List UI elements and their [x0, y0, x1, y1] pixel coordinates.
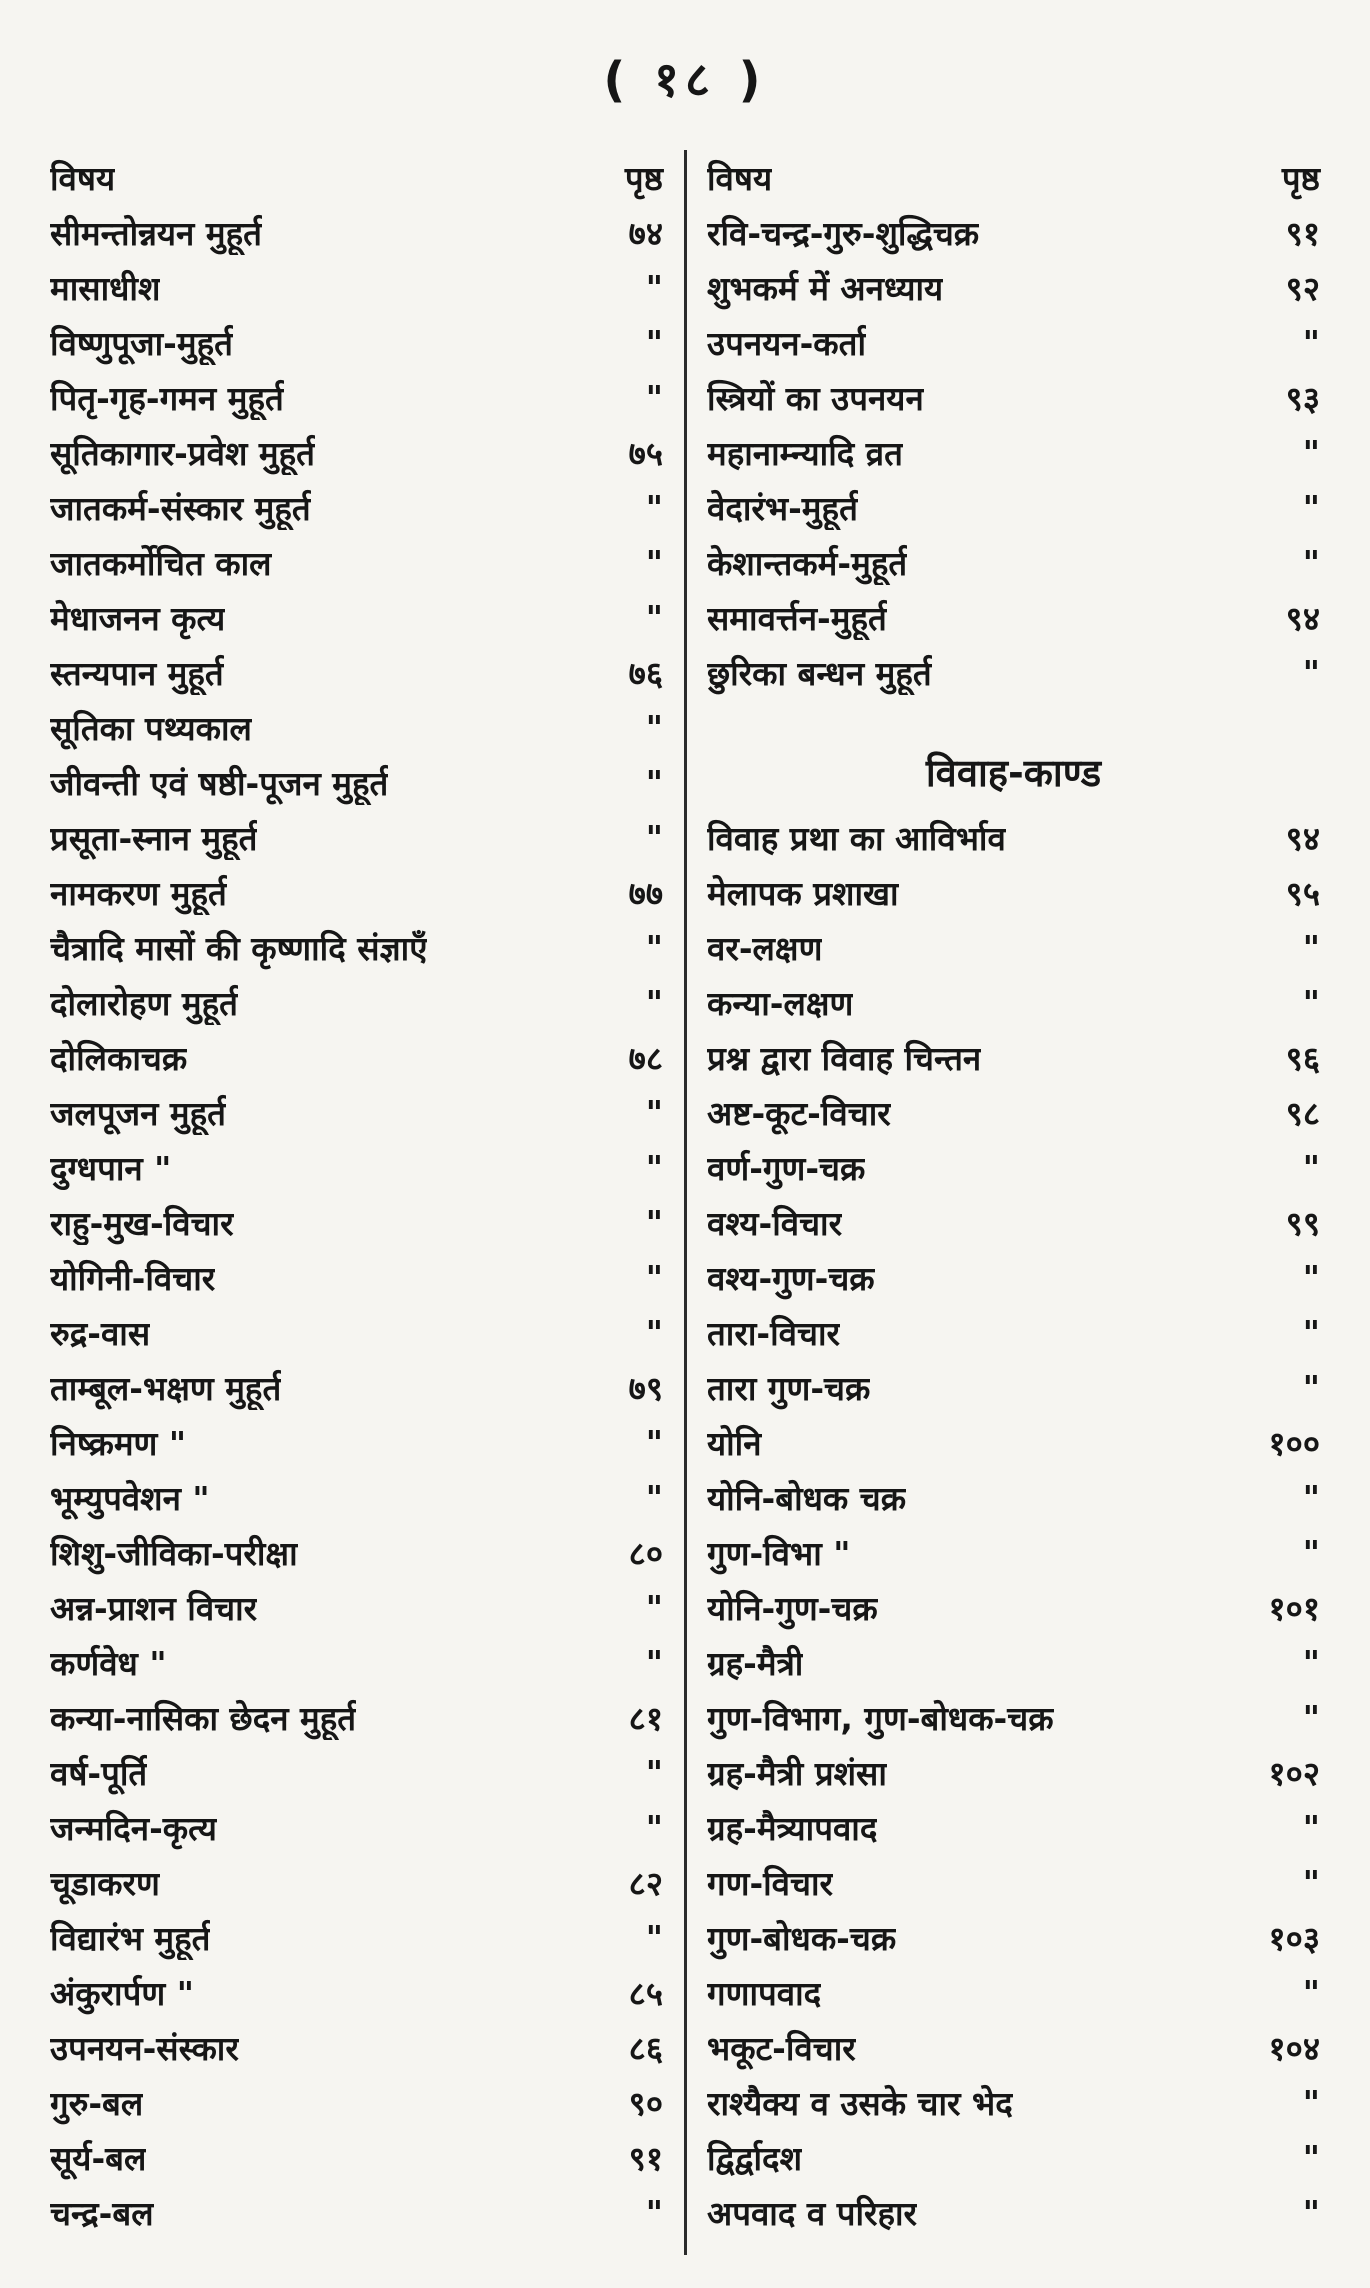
- toc-entry: [50, 425, 663, 480]
- entry-page: ७५: [628, 434, 663, 473]
- entry-page: ": [645, 708, 663, 747]
- entry-title: रवि-चन्द्र-गुरु-शुद्धिचक्र: [707, 214, 980, 253]
- entry-page: ८०: [628, 1534, 663, 1573]
- entry-page: ७७: [628, 874, 663, 913]
- toc-entry: [707, 1470, 1320, 1525]
- entry-page: ९२: [1285, 269, 1320, 308]
- toc-entry: [50, 1855, 663, 1910]
- entry-page: ": [645, 1258, 663, 1297]
- entry-page: ७४: [628, 214, 663, 253]
- entry-title: कर्णवेध ": [50, 1644, 167, 1683]
- section-title: विवाह-काण्ड: [925, 751, 1102, 795]
- entry-page: ": [645, 1203, 663, 1242]
- toc-entry: [50, 865, 663, 920]
- entry-page: ९१: [1285, 214, 1320, 253]
- entry-page: १००: [1268, 1424, 1320, 1463]
- entry-page: ८५: [628, 1974, 663, 2013]
- entry-title: वश्य-विचार: [707, 1204, 843, 1243]
- entry-page: ": [645, 1918, 663, 1957]
- entry-page: १०२: [1268, 1754, 1320, 1793]
- toc-entry: [50, 1470, 663, 1525]
- toc-entry: [50, 1525, 663, 1580]
- entry-page: ": [1302, 2193, 1320, 2232]
- entry-title: राश्यैक्य व उसके चार भेद: [707, 2084, 1013, 2123]
- entry-title: मेधाजनन कृत्य: [50, 599, 226, 638]
- toc-entry: [50, 1690, 663, 1745]
- entry-title: रुद्र-वास: [50, 1314, 151, 1353]
- toc-entry: [50, 205, 663, 260]
- entry-title: भकूट-विचार: [707, 2029, 856, 2068]
- toc-entry: [50, 920, 663, 975]
- entry-page: ": [645, 598, 663, 637]
- entry-page: ": [1302, 1258, 1320, 1297]
- entry-title: कन्या-नासिका छेदन मुहूर्त: [50, 1699, 357, 1738]
- toc-entry: [50, 975, 663, 1030]
- entry-page: १०४: [1268, 2029, 1320, 2068]
- toc-entry: [707, 425, 1320, 480]
- entry-title: तारा गुण-चक्र: [707, 1369, 871, 1408]
- entry-title: विद्यारंभ मुहूर्त: [50, 1919, 211, 1958]
- column-divider: [684, 150, 687, 2255]
- entry-title: समावर्त्तन-मुहूर्त: [707, 599, 887, 638]
- toc-entry: [707, 1910, 1320, 1965]
- toc-entry: [707, 1360, 1320, 1415]
- heading-subject: विषय: [50, 159, 116, 198]
- toc-entry: [50, 1085, 663, 1140]
- entry-title: सूतिकागार-प्रवेश मुहूर्त: [50, 434, 315, 473]
- entry-page: ": [645, 378, 663, 417]
- toc-entry: [50, 2075, 663, 2130]
- entry-title: विष्णुपूजा-मुहूर्त: [50, 324, 233, 363]
- entry-title: स्तन्यपान मुहूर्त: [50, 654, 224, 693]
- entry-page: ": [645, 928, 663, 967]
- entry-title: मासाधीश: [50, 269, 161, 308]
- entry-page: ": [1302, 1973, 1320, 2012]
- toc-entry: [50, 260, 663, 315]
- toc-entry: [707, 260, 1320, 315]
- entry-page: ": [645, 1423, 663, 1462]
- right-column: [707, 150, 1320, 2240]
- entry-title: दुग्धपान ": [50, 1149, 172, 1188]
- entry-title: ग्रह-मैत्री: [707, 1644, 804, 1683]
- toc-entry: [707, 1745, 1320, 1800]
- entry-title: सूर्य-बल: [50, 2139, 147, 2178]
- entry-title: उपनयन-कर्ता: [707, 324, 866, 363]
- toc-entry: [707, 2185, 1320, 2240]
- entry-page: ": [1302, 1313, 1320, 1352]
- entry-page: ": [645, 1313, 663, 1352]
- entry-page: ": [645, 1588, 663, 1627]
- toc-entry: [50, 2020, 663, 2075]
- toc-entry: [707, 535, 1320, 590]
- entry-title: वेदारंभ-मुहूर्त: [707, 489, 858, 528]
- entry-title: वर्ण-गुण-चक्र: [707, 1149, 866, 1188]
- entry-page: ": [1302, 1368, 1320, 1407]
- entry-page: ८२: [628, 1864, 663, 1903]
- toc-entry: [50, 700, 663, 755]
- toc-entry: [707, 1965, 1320, 2020]
- toc-entry: [707, 2020, 1320, 2075]
- toc-entry: [50, 1195, 663, 1250]
- entry-title: ताम्बूल-भक्षण मुहूर्त: [50, 1369, 282, 1408]
- toc-entry: [50, 480, 663, 535]
- toc-entry: [50, 1745, 663, 1800]
- entry-page: ": [1302, 983, 1320, 1022]
- entry-title: अपवाद व परिहार: [707, 2194, 918, 2233]
- entry-page: ": [645, 1753, 663, 1792]
- toc-entry: [50, 1250, 663, 1305]
- column-heading: [707, 150, 1320, 205]
- entry-page: ९३: [1285, 379, 1320, 418]
- entry-title: सीमन्तोन्नयन मुहूर्त: [50, 214, 262, 253]
- entry-title: दोलिकाचक्र: [50, 1039, 188, 1078]
- column-heading: [50, 150, 663, 205]
- toc-entry: [707, 1140, 1320, 1195]
- entry-page: ": [1302, 543, 1320, 582]
- toc-entry: [707, 1855, 1320, 1910]
- entry-title: जन्मदिन-कृत्य: [50, 1809, 217, 1848]
- entry-title: गणापवाद: [707, 1974, 822, 2013]
- toc-entry: [50, 535, 663, 590]
- entry-page: १०१: [1268, 1589, 1320, 1628]
- entry-page: ": [1302, 323, 1320, 362]
- toc-entry: [707, 315, 1320, 370]
- entry-title: दोलारोहण मुहूर्त: [50, 984, 238, 1023]
- entry-page: ": [1302, 1478, 1320, 1517]
- toc-entry: [707, 1580, 1320, 1635]
- toc-entry: [50, 1415, 663, 1470]
- entry-page: ": [1302, 653, 1320, 692]
- toc-entry: [707, 645, 1320, 700]
- heading-subject: विषय: [707, 159, 773, 198]
- heading-page: पृष्ठ: [624, 159, 663, 198]
- toc-entry: [707, 590, 1320, 645]
- entry-title: गुरु-बल: [50, 2084, 144, 2123]
- entry-page: ९८: [1285, 1094, 1320, 1133]
- entry-page: ": [1302, 2138, 1320, 2177]
- toc-entry: [707, 1085, 1320, 1140]
- entry-page: ": [645, 1478, 663, 1517]
- entry-page: ": [645, 323, 663, 362]
- entry-title: भूम्युपवेशन ": [50, 1479, 210, 1518]
- toc-entry: [50, 1305, 663, 1360]
- entry-title: जलपूजन मुहूर्त: [50, 1094, 226, 1133]
- entry-title: गुण-विभाग, गुण-बोधक-चक्र: [707, 1699, 1054, 1738]
- toc-entry: [707, 1800, 1320, 1855]
- toc-entry: [50, 1635, 663, 1690]
- right-entry-list: [707, 205, 1320, 700]
- left-entry-list: [50, 205, 663, 2240]
- entry-title: गण-विचार: [707, 1864, 834, 1903]
- toc-entry: [707, 1690, 1320, 1745]
- toc-entry: [707, 920, 1320, 975]
- toc-entry: [50, 810, 663, 865]
- left-column: [50, 150, 663, 2240]
- entry-title: द्विर्द्वादश: [707, 2139, 803, 2178]
- entry-title: पितृ-गृह-गमन मुहूर्त: [50, 379, 284, 418]
- entry-page: ९४: [1285, 819, 1320, 858]
- entry-title: अष्ट-कूट-विचार: [707, 1094, 891, 1133]
- entry-title: तारा-विचार: [707, 1314, 840, 1353]
- entry-title: प्रसूता-स्नान मुहूर्त: [50, 819, 258, 858]
- entry-title: निष्क्रमण ": [50, 1424, 187, 1463]
- toc-entry: [50, 2130, 663, 2185]
- entry-title: अंकुरार्पण ": [50, 1974, 194, 2013]
- entry-page: ": [645, 763, 663, 802]
- entry-title: योगिनी-विचार: [50, 1259, 216, 1298]
- entry-page: ८६: [628, 2029, 663, 2068]
- entry-page: ": [1302, 1533, 1320, 1572]
- toc-entry: [50, 2185, 663, 2240]
- entry-page: ९४: [1285, 599, 1320, 638]
- entry-title: चूडाकरण: [50, 1864, 160, 1903]
- entry-title: ग्रह-मैत्र्यापवाद: [707, 1809, 878, 1848]
- toc-entry: [707, 370, 1320, 425]
- entry-title: गुण-बोधक-चक्र: [707, 1919, 897, 1958]
- entry-page: ": [1302, 1863, 1320, 1902]
- toc-entry: [707, 1305, 1320, 1360]
- entry-title: सूतिका पथ्यकाल: [50, 709, 252, 748]
- entry-page: ९६: [1285, 1039, 1320, 1078]
- entry-title: प्रश्न द्वारा विवाह चिन्तन: [707, 1039, 982, 1078]
- entry-title: योनि-गुण-चक्र: [707, 1589, 878, 1628]
- toc-entry: [50, 1140, 663, 1195]
- entry-title: स्त्रियों का उपनयन: [707, 379, 924, 418]
- toc-entry: [707, 205, 1320, 260]
- toc-entry: [707, 2075, 1320, 2130]
- entry-title: जातकर्मोचित काल: [50, 544, 272, 583]
- entry-title: केशान्तकर्म-मुहूर्त: [707, 544, 908, 583]
- entry-page: ": [645, 488, 663, 527]
- entry-title: नामकरण मुहूर्त: [50, 874, 227, 913]
- entry-title: चैत्रादि मासों की कृष्णादि संज्ञाएँ: [50, 929, 428, 968]
- entry-page: ": [645, 543, 663, 582]
- toc-entry: [50, 1030, 663, 1085]
- toc-entry: [707, 1415, 1320, 1470]
- entry-page: ": [1302, 2083, 1320, 2122]
- entry-title: छुरिका बन्धन मुहूर्त: [707, 654, 932, 693]
- entry-page: ": [1302, 433, 1320, 472]
- toc-entry: [50, 1965, 663, 2020]
- entry-page: ९९: [1285, 1204, 1320, 1243]
- entry-title: राहु-मुख-विचार: [50, 1204, 234, 1243]
- entry-title: जीवन्ती एवं षष्ठी-पूजन मुहूर्त: [50, 764, 389, 803]
- toc-entry: [50, 590, 663, 645]
- entry-page: ": [1302, 1148, 1320, 1187]
- toc-entry: [50, 1800, 663, 1855]
- heading-page: पृष्ठ: [1281, 159, 1320, 198]
- entry-page: १०३: [1268, 1919, 1320, 1958]
- toc-entry: [707, 1195, 1320, 1250]
- toc-entry: [707, 865, 1320, 920]
- toc-entry: [50, 370, 663, 425]
- entry-page: ": [1302, 928, 1320, 967]
- right-entry-list-vivah: [707, 810, 1320, 2240]
- toc-entry: [707, 975, 1320, 1030]
- entry-title: योनि-बोधक चक्र: [707, 1479, 907, 1518]
- entry-title: योनि: [707, 1424, 762, 1463]
- entry-title: महानाम्न्यादि व्रत: [707, 434, 903, 473]
- entry-title: वश्य-गुण-चक्र: [707, 1259, 875, 1298]
- toc-entry: [50, 1360, 663, 1415]
- entry-page: ": [645, 1093, 663, 1132]
- entry-page: ": [645, 818, 663, 857]
- entry-page: ": [645, 1808, 663, 1847]
- entry-page: ": [645, 1148, 663, 1187]
- toc-entry: [707, 810, 1320, 865]
- entry-title: शिशु-जीविका-परीक्षा: [50, 1534, 298, 1573]
- entry-title: मेलापक प्रशाखा: [707, 874, 899, 913]
- entry-page: ": [645, 2193, 663, 2232]
- entry-page: ८१: [628, 1699, 663, 1738]
- entry-page: ": [645, 1643, 663, 1682]
- entry-page: ": [645, 983, 663, 1022]
- toc-entry: [50, 1910, 663, 1965]
- entry-title: अन्न-प्राशन विचार: [50, 1589, 258, 1628]
- toc-entry: [707, 2130, 1320, 2185]
- entry-title: कन्या-लक्षण: [707, 984, 854, 1023]
- toc-entry: [50, 315, 663, 370]
- entry-page: ९०: [628, 2084, 663, 2123]
- entry-title: गुण-विभा ": [707, 1534, 851, 1573]
- entry-page: ": [1302, 1643, 1320, 1682]
- entry-page: ७६: [628, 654, 663, 693]
- page-number: ( १८ ): [603, 52, 767, 108]
- toc-entry: [707, 480, 1320, 535]
- toc-entry: [50, 645, 663, 700]
- entry-title: उपनयन-संस्कार: [50, 2029, 239, 2068]
- entry-title: विवाह प्रथा का आविर्भाव: [707, 819, 1006, 858]
- entry-page: ९१: [628, 2139, 663, 2178]
- toc-entry: [707, 1250, 1320, 1305]
- entry-title: शुभकर्म में अनध्याय: [707, 269, 944, 308]
- toc-entry: [707, 1525, 1320, 1580]
- entry-title: ग्रह-मैत्री प्रशंसा: [707, 1754, 887, 1793]
- toc-entry: [707, 1030, 1320, 1085]
- entry-page: ": [1302, 1698, 1320, 1737]
- entry-page: ": [1302, 488, 1320, 527]
- entry-page: ": [645, 268, 663, 307]
- entry-title: जातकर्म-संस्कार मुहूर्त: [50, 489, 311, 528]
- entry-page: ९५: [1285, 874, 1320, 913]
- entry-page: ७९: [628, 1369, 663, 1408]
- toc-entry: [707, 1635, 1320, 1690]
- entry-page: ": [1302, 1808, 1320, 1847]
- entry-title: वर्ष-पूर्ति: [50, 1754, 148, 1793]
- toc-entry: [50, 1580, 663, 1635]
- entry-title: वर-लक्षण: [707, 929, 823, 968]
- toc-entry: [50, 755, 663, 810]
- entry-page: ७८: [628, 1039, 663, 1078]
- entry-title: चन्द्र-बल: [50, 2194, 154, 2233]
